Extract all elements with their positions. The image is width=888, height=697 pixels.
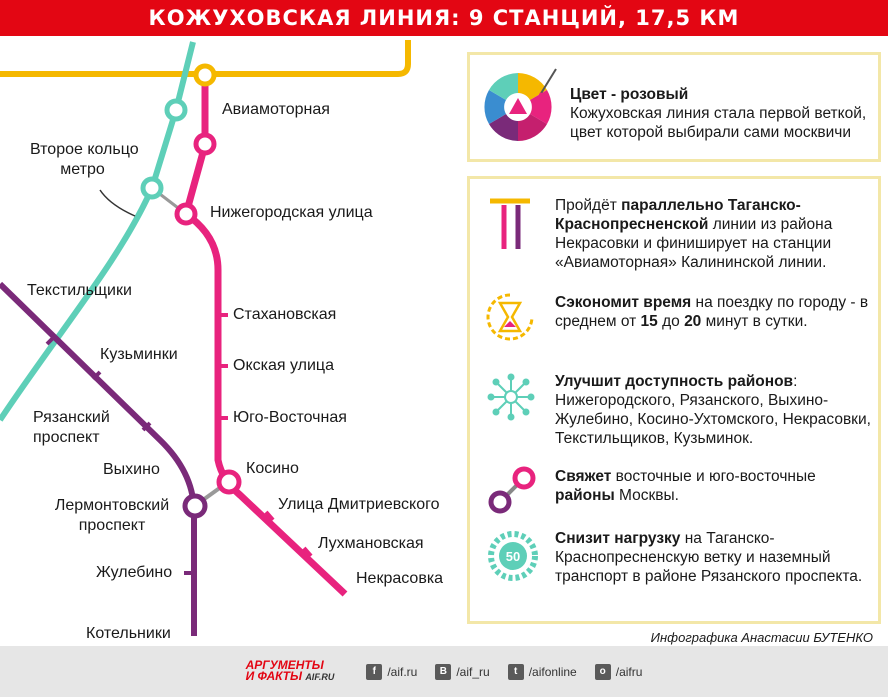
ring-pointer: [100, 190, 135, 216]
station-aviamotornaya-teal: [167, 101, 185, 119]
label-tekstilshchiki: Текстильщики: [27, 282, 132, 299]
station-lermontovsky-purple: [185, 496, 205, 516]
benefit-parallel: Пройдёт параллельно Таганско-Краснопресненской линии из района Некрасовки и финиширует на станции «Авиамоторная» Калининской линии.: [555, 197, 833, 271]
social-odnoklassniki[interactable]: о /aifru: [595, 664, 643, 680]
benefit-access: Улучшит доступность районов: Нижегородского, Рязанского, Выхино-Жулебино, Косино-Ухтомского, Некрасовки, Текстильщиков, Кузьминок.: [555, 373, 871, 447]
metro-map: [0, 36, 460, 646]
station-aviamotornaya-pink: [196, 135, 214, 153]
facebook-icon: f: [366, 664, 382, 680]
station-aviamotornaya-yellow: [196, 66, 214, 84]
label-stakhanovskaya: Стахановская: [233, 306, 337, 323]
benefit-load: Снизит нагрузку на Таганско-Краснопресненскую ветку и наземный транспорт в районе Рязанского проспекта.: [555, 530, 863, 585]
label-kosino: Косино: [246, 460, 299, 477]
label-yugo-vostochnaya: Юго-Восточная: [233, 409, 347, 426]
hourglass-icon: [486, 291, 534, 343]
station-kosino-pink: [219, 472, 239, 492]
label-nekrasovka: Некрасовка: [356, 570, 444, 587]
benefit-time: Сэкономит время на поездку по городу - в среднем от 15 до 20 минут в сутки.: [555, 294, 869, 330]
label-nizhegorodskaya: Нижегородская улица: [210, 204, 373, 221]
network-icon: [486, 372, 536, 422]
label-kotelniki: Котельники: [86, 625, 171, 642]
aif-logo[interactable]: АРГУМЕНТЫ И ФАКТЫ AIF.RU: [245, 658, 335, 683]
station-nizhegorodskaya-pink: [177, 205, 195, 223]
label-lermontovsky: Лермонтовский проспект: [54, 497, 170, 534]
label-vykhino: Выхино: [103, 461, 160, 478]
twitter-icon: t: [508, 664, 524, 680]
station-nizhegorodskaya-teal: [143, 179, 161, 197]
label-lukhmanovskaya: Лухмановская: [318, 535, 424, 552]
label-kuzminki: Кузьминки: [100, 346, 178, 363]
odnoklassniki-icon: о: [595, 664, 611, 680]
parallel-lines-icon: [488, 197, 532, 249]
gauge-value: 50: [505, 549, 521, 564]
tagansko-line: [0, 284, 194, 636]
page-title: КОЖУХОВСКАЯ ЛИНИЯ: 9 СТАНЦИЙ, 17,5 КМ: [0, 0, 888, 36]
footer: [0, 646, 888, 697]
benefits-panel: [467, 176, 881, 624]
color-title: Цвет - розовый: [570, 86, 689, 103]
label-okskaya: Окская улица: [233, 357, 334, 374]
color-panel: [467, 52, 881, 162]
label-second-ring: Второе кольцо метро: [30, 141, 139, 178]
link-stations-icon: [486, 464, 538, 516]
label-aviamotornaya: Авиамоторная: [222, 101, 330, 118]
social-facebook[interactable]: f /aif.ru: [366, 664, 417, 680]
label-ryazansky: Рязанский проспект: [33, 409, 110, 446]
color-text: Кожуховская линия стала первой веткой, цвет которой выбирали сами москвичи: [570, 105, 867, 141]
gauge-50-icon: [486, 529, 540, 583]
label-zhulebino: Жулебино: [96, 564, 173, 581]
label-dmitrievskogo: Улица Дмитриевского: [278, 496, 440, 513]
color-wheel-icon: [480, 65, 560, 145]
vk-icon: В: [435, 664, 451, 680]
credit: Инфографика Анастасии БУТЕНКО: [650, 630, 873, 645]
social-vk[interactable]: В /aif_ru: [435, 664, 489, 680]
social-twitter[interactable]: t /aifonline: [508, 664, 577, 680]
benefit-connect: Свяжет восточные и юго-восточные районы Москвы.: [555, 468, 816, 504]
